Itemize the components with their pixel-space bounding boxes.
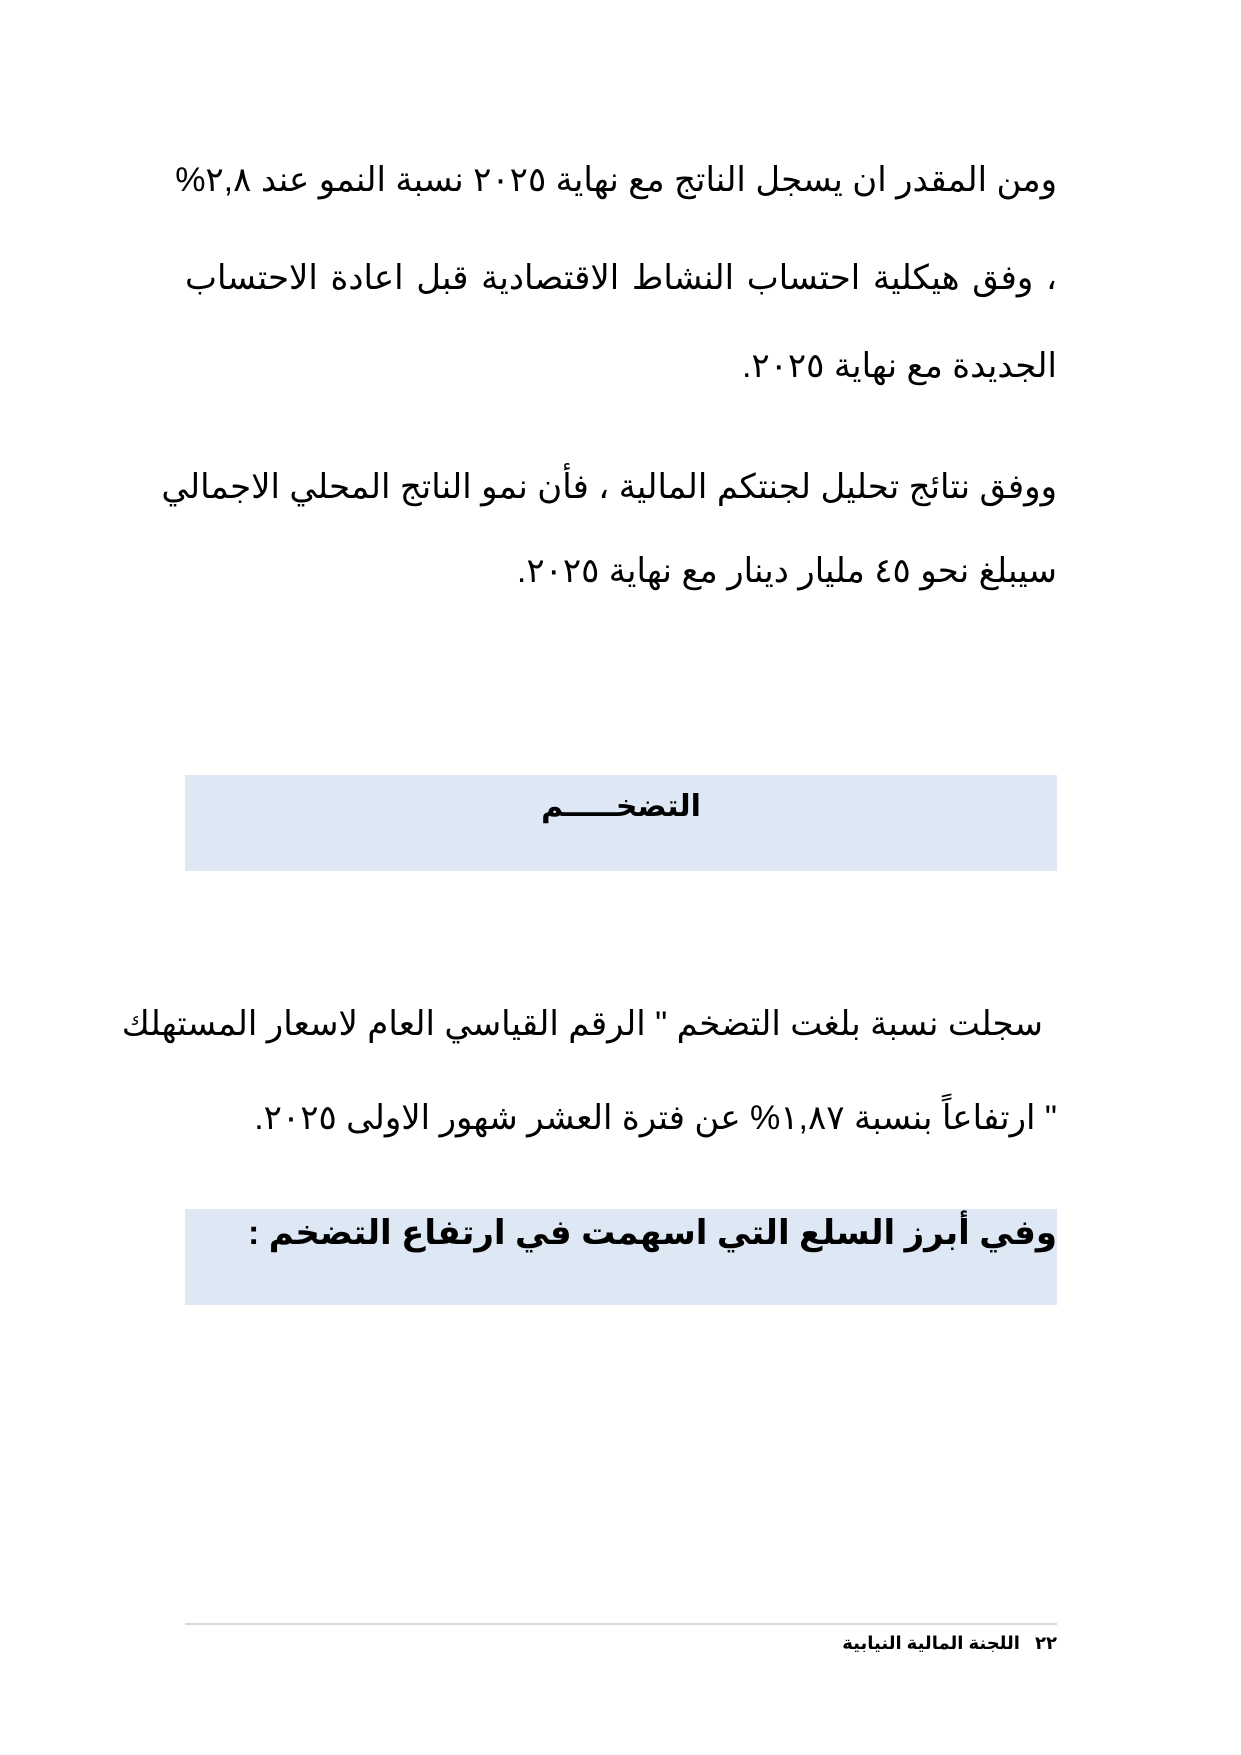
- section-heading-box: [185, 775, 1057, 871]
- footer: [842, 1630, 1057, 1656]
- footer-divider: [185, 1623, 1057, 1625]
- paragraph-1-line-1: ومن المقدر ان يسجل الناتج مع نهاية ٢٠٢٥ نسبة النمو عند ٢,٨%: [175, 161, 1057, 199]
- paragraph-3-line-1: سجلت نسبة بلغت التضخم " الرقم القياسي العام لاسعار المستهلك: [121, 1005, 1043, 1043]
- paragraph-1-line-2: ، وفق هيكلية احتساب النشاط الاقتصادية قبل اعادة الاحتساب: [185, 259, 1057, 297]
- subheading: وفي أبرز السلع التي اسهمت في ارتفاع التضخم :: [247, 1214, 1057, 1252]
- paragraph-2-line-1: ووفق نتائج تحليل لجنتكم المالية ، فأن نمو الناتج المحلي الاجمالي: [161, 468, 1057, 506]
- subheading-box: [185, 1209, 1057, 1305]
- page-number: ٢٢: [1035, 1633, 1057, 1653]
- footer-label: اللجنة المالية النيابية: [842, 1633, 1020, 1653]
- paragraph-2-line-2: سيبلغ نحو ٤٥ مليار دينار مع نهاية ٢٠٢٥.: [516, 552, 1057, 590]
- paragraph-1-line-3: الجديدة مع نهاية ٢٠٢٥.: [741, 347, 1057, 385]
- section-heading: التضخـــــم: [541, 790, 701, 823]
- paragraph-3-line-2: " ارتفاعاً بنسبة ١,٨٧% عن فترة العشر شهور الاولى ٢٠٢٥.: [254, 1099, 1057, 1137]
